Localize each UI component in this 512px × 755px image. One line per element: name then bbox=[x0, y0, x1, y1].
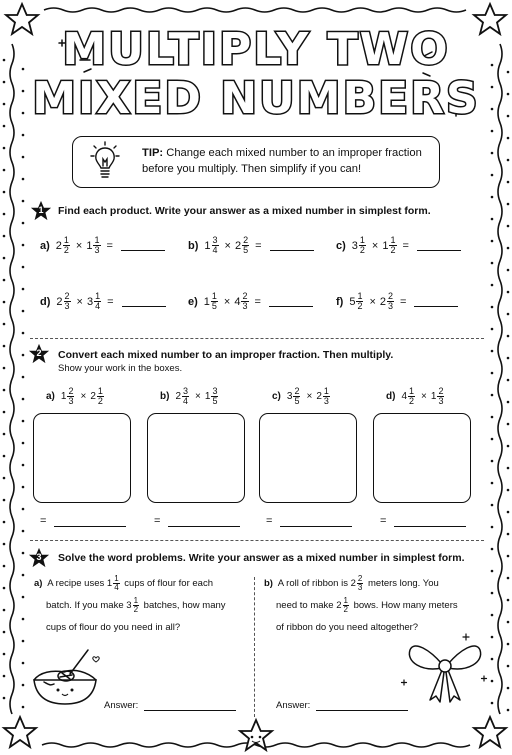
problem-text: bows. How many meters bbox=[350, 600, 458, 611]
answer-line[interactable] bbox=[316, 700, 408, 711]
numerator: 1 bbox=[114, 573, 119, 583]
answer-blank[interactable] bbox=[270, 240, 314, 251]
answer-blank[interactable] bbox=[122, 296, 166, 307]
whole-number: 1 bbox=[204, 391, 211, 402]
fraction bbox=[357, 575, 363, 592]
denominator: 2 bbox=[390, 245, 396, 255]
whole-number: 1 bbox=[60, 391, 67, 402]
denominator: 3 bbox=[242, 301, 248, 311]
answer-blank[interactable] bbox=[417, 240, 461, 251]
problem-label: f) bbox=[336, 295, 344, 308]
numerator: 1 bbox=[409, 386, 415, 396]
problem-label: a) bbox=[46, 391, 55, 402]
problem-label: b) bbox=[188, 239, 199, 252]
result-line bbox=[266, 515, 352, 527]
fraction bbox=[67, 387, 74, 406]
work-box[interactable] bbox=[33, 413, 131, 503]
whole-number: 3 bbox=[126, 600, 132, 611]
numerator: 1 bbox=[63, 235, 69, 245]
denominator: 2 bbox=[63, 245, 69, 255]
answer-blank[interactable] bbox=[280, 516, 352, 527]
work-box[interactable] bbox=[259, 413, 357, 503]
whole-number: 1 bbox=[106, 578, 113, 589]
equals-sign: = bbox=[154, 515, 161, 527]
work-box[interactable] bbox=[147, 413, 245, 503]
section-divider bbox=[30, 338, 484, 339]
problem-label: b) bbox=[264, 578, 273, 589]
problem-text: A recipe uses bbox=[47, 578, 107, 589]
answer-line[interactable] bbox=[144, 700, 236, 711]
numerator: 2 bbox=[357, 573, 363, 583]
fraction bbox=[64, 292, 71, 311]
problem-label: b) bbox=[160, 391, 170, 402]
fraction bbox=[211, 387, 218, 406]
whole-number: 5 bbox=[349, 295, 356, 308]
times-sign: × bbox=[80, 391, 87, 402]
tip-line1: Change each mixed number to an improper fraction bbox=[163, 147, 422, 159]
numerator: 1 bbox=[133, 595, 139, 605]
column-divider bbox=[254, 577, 255, 717]
denominator: 2 bbox=[97, 396, 103, 406]
numerator: 1 bbox=[211, 291, 217, 301]
denominator: 5 bbox=[294, 396, 300, 406]
section2-instruction: Convert each mixed number to an improper fraction. Then multiply. bbox=[58, 349, 394, 361]
numerator: 2 bbox=[388, 291, 394, 301]
answer-b bbox=[276, 700, 408, 711]
fraction bbox=[133, 597, 139, 614]
equals-sign: = bbox=[254, 295, 261, 308]
denominator: 4 bbox=[212, 245, 218, 255]
convert-problem bbox=[160, 387, 220, 406]
answer-blank[interactable] bbox=[121, 240, 165, 251]
whole-number: 2 bbox=[56, 295, 63, 308]
problem-label: c) bbox=[336, 239, 346, 252]
denominator: 3 bbox=[64, 301, 70, 311]
numerator: 1 bbox=[94, 235, 100, 245]
denominator: 3 bbox=[388, 301, 394, 311]
numerator: 2 bbox=[438, 386, 444, 396]
product-problem bbox=[336, 236, 461, 255]
fraction bbox=[113, 575, 119, 592]
product-problem bbox=[336, 292, 458, 311]
product-problem bbox=[40, 292, 166, 311]
fraction bbox=[241, 292, 248, 311]
equals-sign: = bbox=[266, 515, 273, 527]
word-problem-a bbox=[34, 573, 234, 639]
denominator: 2 bbox=[343, 604, 348, 614]
times-sign: × bbox=[76, 295, 83, 308]
whole-number: 2 bbox=[175, 391, 182, 402]
whole-number: 3 bbox=[351, 239, 358, 252]
whole-number: 1 bbox=[86, 239, 93, 252]
denominator: 2 bbox=[357, 301, 363, 311]
fraction bbox=[389, 236, 396, 255]
equals-sign: = bbox=[106, 239, 113, 252]
section1-instruction: Find each product. Write your answer as a mixed number in simplest form. bbox=[58, 205, 431, 217]
denominator: 3 bbox=[68, 396, 74, 406]
denominator: 4 bbox=[183, 396, 189, 406]
section3-instruction: Solve the word problems. Write your answer as a mixed number in simplest form. bbox=[58, 552, 465, 564]
section-divider bbox=[30, 540, 484, 541]
numerator: 1 bbox=[97, 386, 103, 396]
problem-text: of ribbon do you need altogether? bbox=[276, 622, 419, 633]
denominator: 2 bbox=[359, 245, 365, 255]
answer-blank[interactable] bbox=[269, 296, 313, 307]
fraction bbox=[293, 387, 300, 406]
denominator: 3 bbox=[94, 245, 100, 255]
whole-number: 2 bbox=[316, 391, 322, 402]
work-box[interactable] bbox=[373, 413, 471, 503]
whole-number: 2 bbox=[336, 600, 342, 611]
whole-number: 4 bbox=[234, 295, 241, 308]
product-problem bbox=[188, 236, 314, 255]
numerator: 1 bbox=[359, 235, 365, 245]
whole-number: 3 bbox=[286, 391, 293, 402]
whole-number: 1 bbox=[430, 391, 437, 402]
numerator: 2 bbox=[242, 291, 248, 301]
fraction bbox=[359, 236, 366, 255]
numerator: 1 bbox=[357, 291, 363, 301]
lightbulb-icon bbox=[90, 140, 120, 184]
numerator: 1 bbox=[323, 386, 329, 396]
denominator: 5 bbox=[212, 396, 218, 406]
fraction bbox=[97, 387, 104, 406]
whole-number: 4 bbox=[401, 391, 408, 402]
fraction bbox=[212, 236, 219, 255]
denominator: 3 bbox=[357, 582, 363, 592]
section2-number: 2 bbox=[36, 348, 42, 358]
problem-text: batches, how many bbox=[141, 600, 226, 611]
numerator: 2 bbox=[243, 235, 249, 245]
times-sign: × bbox=[223, 295, 231, 308]
denominator: 5 bbox=[211, 301, 217, 311]
numerator: 3 bbox=[212, 386, 218, 396]
problem-text: A roll of ribbon is bbox=[277, 578, 351, 589]
fraction bbox=[323, 387, 330, 406]
fraction bbox=[93, 236, 100, 255]
product-problem bbox=[188, 292, 313, 311]
numerator: 1 bbox=[95, 291, 101, 301]
whole-number: 1 bbox=[382, 239, 389, 252]
times-sign: × bbox=[195, 391, 201, 402]
whole-number: 1 bbox=[203, 295, 210, 308]
denominator: 4 bbox=[114, 582, 119, 592]
fraction bbox=[343, 597, 349, 614]
answer-a bbox=[104, 700, 236, 711]
whole-number: 2 bbox=[234, 239, 242, 252]
problem-label: c) bbox=[272, 391, 281, 402]
problem-label: e) bbox=[188, 295, 198, 308]
whole-number: 2 bbox=[55, 239, 62, 252]
tip-line2: before you multiply. Then simplify if you can! bbox=[142, 163, 362, 175]
numerator: 3 bbox=[212, 235, 218, 245]
numerator: 1 bbox=[390, 235, 396, 245]
whole-number: 1 bbox=[204, 239, 211, 252]
equals-sign: = bbox=[402, 239, 409, 252]
denominator: 4 bbox=[95, 301, 101, 311]
section2-subinstruction: Show your work in the boxes. bbox=[58, 363, 183, 374]
answer-label: Answer: bbox=[276, 700, 311, 711]
numerator: 1 bbox=[343, 595, 348, 605]
numerator: 2 bbox=[64, 291, 70, 301]
times-sign: × bbox=[369, 295, 376, 308]
answer-blank[interactable] bbox=[414, 296, 458, 307]
fraction bbox=[63, 236, 70, 255]
equals-sign: = bbox=[400, 295, 407, 308]
equals-sign: = bbox=[107, 295, 114, 308]
worksheet-title-line1: MULTIPLY TWO bbox=[62, 24, 450, 75]
fraction bbox=[437, 387, 444, 406]
section1-number: 1 bbox=[38, 205, 44, 215]
answer-blank[interactable] bbox=[54, 516, 126, 527]
problem-label: a) bbox=[34, 578, 43, 589]
fraction bbox=[94, 292, 101, 311]
fraction bbox=[387, 292, 394, 311]
numerator: 2 bbox=[294, 386, 300, 396]
whole-number: 3 bbox=[86, 295, 94, 308]
tip-label: TIP: bbox=[142, 147, 164, 159]
corner-star-icon bbox=[474, 717, 506, 747]
answer-label: Answer: bbox=[104, 700, 139, 711]
fraction bbox=[356, 292, 363, 311]
numerator: 3 bbox=[183, 386, 189, 396]
fraction bbox=[211, 292, 218, 311]
whole-number: 2 bbox=[379, 295, 387, 308]
answer-blank[interactable] bbox=[394, 516, 466, 527]
problem-text: cups of flour do you need in all? bbox=[46, 622, 181, 633]
numerator: 2 bbox=[68, 386, 74, 396]
denominator: 2 bbox=[133, 604, 139, 614]
problem-label: a) bbox=[40, 239, 50, 252]
problem-label: d) bbox=[40, 295, 51, 308]
section3-number: 3 bbox=[36, 552, 42, 562]
denominator: 5 bbox=[243, 245, 249, 255]
result-line bbox=[154, 515, 240, 527]
equals-sign: = bbox=[255, 239, 262, 252]
result-line bbox=[380, 515, 466, 527]
fraction bbox=[182, 387, 189, 406]
denominator: 3 bbox=[323, 396, 329, 406]
problem-text: meters long. You bbox=[365, 578, 439, 589]
answer-blank[interactable] bbox=[168, 516, 240, 527]
convert-problem bbox=[272, 387, 332, 406]
times-sign: × bbox=[224, 239, 231, 252]
problem-text: need to make bbox=[276, 600, 337, 611]
equals-sign: = bbox=[380, 515, 387, 527]
ribbon-bow-icon bbox=[396, 630, 492, 710]
equals-sign: = bbox=[40, 515, 47, 527]
tip-text bbox=[142, 145, 432, 177]
times-sign: × bbox=[371, 239, 379, 252]
mixing-bowl-icon bbox=[26, 644, 106, 710]
whole-number: 2 bbox=[90, 391, 96, 402]
worksheet-title-line2: MIXED NUMBERS bbox=[32, 73, 480, 124]
fraction bbox=[408, 387, 415, 406]
convert-problem bbox=[46, 387, 106, 406]
result-line bbox=[40, 515, 126, 527]
corner-star-icon bbox=[4, 717, 36, 747]
denominator: 3 bbox=[438, 396, 444, 406]
problem-text: batch. If you make bbox=[46, 600, 127, 611]
fraction bbox=[242, 236, 249, 255]
convert-problem bbox=[386, 387, 446, 406]
problem-text: cups of flour for each bbox=[121, 578, 213, 589]
product-problem bbox=[40, 236, 165, 255]
denominator: 2 bbox=[409, 396, 415, 406]
whole-number: 2 bbox=[350, 578, 356, 589]
times-sign: × bbox=[421, 391, 427, 402]
problem-label: d) bbox=[386, 391, 396, 402]
times-sign: × bbox=[306, 391, 313, 402]
times-sign: × bbox=[75, 239, 83, 252]
